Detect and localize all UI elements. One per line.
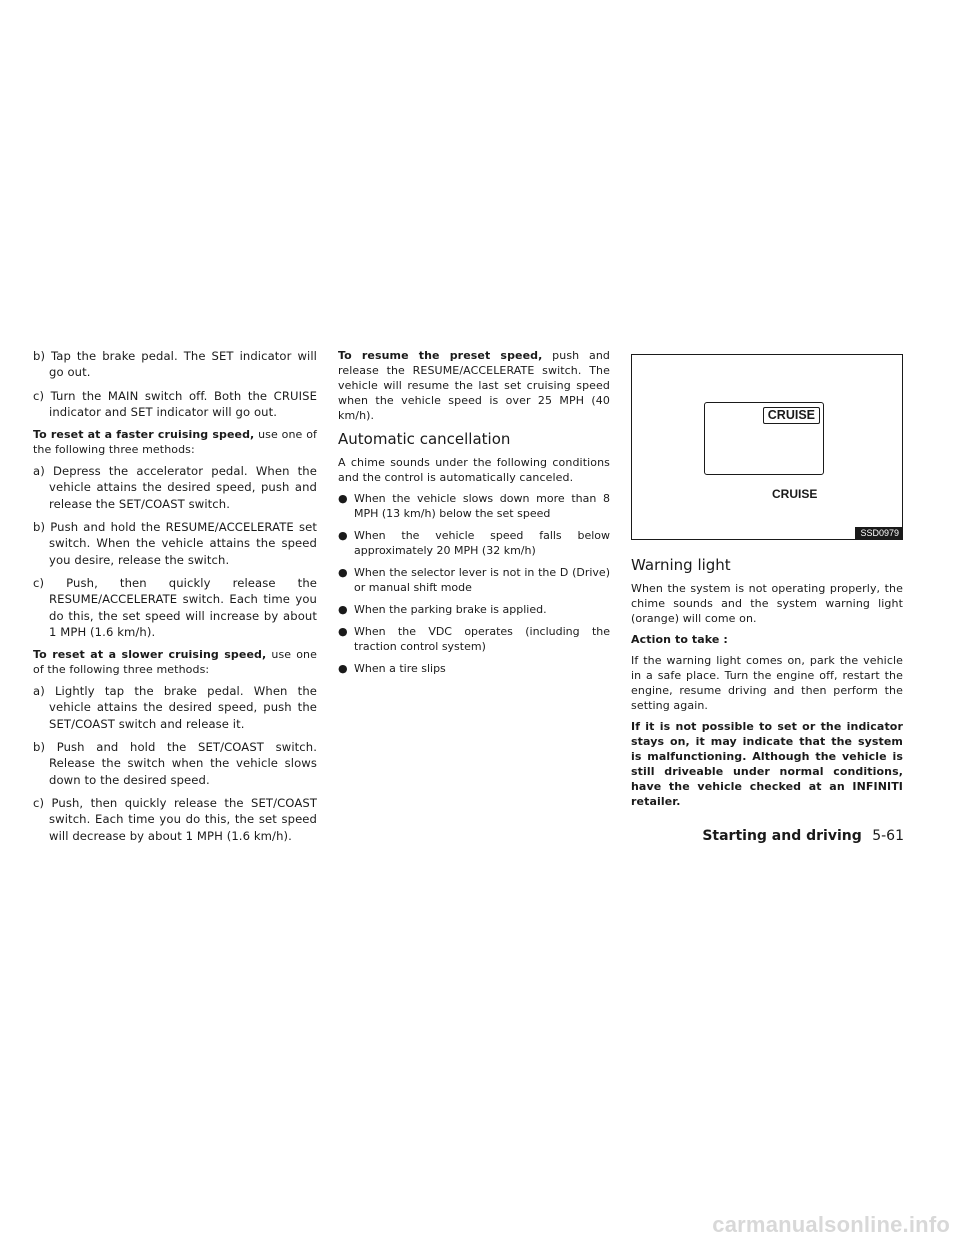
- cruise-lamp-label: CRUISE: [763, 407, 820, 424]
- column-right: [631, 348, 903, 815]
- slower-reset-lead: To reset at a slower cruising speed,: [33, 648, 267, 662]
- cancellation-intro: A chime sounds under the following conditions and the control is automatically canceled.: [338, 456, 610, 484]
- slower-step-b: b) Push and hold the SET/COAST switch. Release the switch when the vehicle slows down to the desired speed.: [33, 740, 317, 787]
- cruise-indicator-lamp: [704, 402, 824, 475]
- list-item: [338, 565, 610, 595]
- step-b-brake: b) Tap the brake pedal. The SET indicator will go out.: [33, 349, 317, 380]
- list-item-text: When the VDC operates (including the traction control system): [354, 625, 610, 653]
- bullet-icon: ●: [338, 492, 348, 505]
- slower-step-a: a) Lightly tap the brake pedal. When the vehicle attains the desired speed, push the SET/COAST switch and release it.: [33, 684, 317, 731]
- faster-step-a: a) Depress the accelerator pedal. When the vehicle attains the desired speed, push and release the SET/COAST switch.: [33, 464, 317, 511]
- resume-lead: To resume the preset speed,: [338, 349, 543, 362]
- list-item: [338, 491, 610, 521]
- resume-paragraph: [338, 348, 610, 423]
- slower-reset-intro: [33, 647, 317, 677]
- bullet-icon: ●: [338, 529, 348, 542]
- action-label: Action to take :: [631, 633, 728, 646]
- site-watermark: carmanualsonline.info: [712, 1212, 950, 1237]
- resume-rest: push and release the RESUME/ACCELERATE switch. The vehicle will resume the last set cruising speed when the vehicle speed is over 25 MPH (40 km/h).: [338, 349, 610, 422]
- automatic-cancellation-heading: Automatic cancellation: [338, 430, 511, 448]
- faster-step-c: c) Push, then quickly release the RESUME/ACCELERATE switch. Each time you do this, the set speed will increase by about 1 MPH (1.6 km/h).: [33, 575, 317, 639]
- slower-step-c: c) Push, then quickly release the SET/COAST switch. Each time you do this, the set speed will decrease by about 1 MPH (1.6 km/h).: [33, 795, 317, 843]
- list-item-text: When the parking brake is applied.: [354, 603, 547, 616]
- list-item: [338, 528, 610, 558]
- faster-reset-intro: [33, 427, 317, 457]
- footer-section-title: Starting and driving: [702, 828, 862, 844]
- bullet-icon: ●: [338, 603, 348, 616]
- column-left: [33, 348, 317, 851]
- list-item-text: When the vehicle speed falls below approximately 20 MPH (32 km/h): [354, 529, 610, 557]
- cruise-indicator-figure: [631, 354, 903, 540]
- faster-step-b: b) Push and hold the RESUME/ACCELERATE set switch. When the vehicle attains the speed you desire, release the switch.: [33, 520, 317, 567]
- slower-reset-rest: use one of the following three methods:: [33, 648, 317, 677]
- column-middle: [338, 348, 610, 683]
- warning-paragraph: When the system is not operating properly, the chime sounds and the system warning light (orange) will come on.: [631, 582, 903, 625]
- page-number: 5-61: [872, 828, 904, 844]
- list-item: [338, 661, 610, 676]
- bullet-icon: ●: [338, 625, 348, 638]
- step-c-main-switch: c) Turn the MAIN switch off. Both the CRUISE indicator and SET indicator will go out.: [33, 388, 317, 419]
- faster-reset-lead: To reset at a faster cruising speed,: [33, 428, 255, 442]
- action-paragraph: If the warning light comes on, park the vehicle in a safe place. Turn the engine off, restart the engine, resume driving and then perform the setting again.: [631, 654, 903, 712]
- list-item: [338, 624, 610, 654]
- cancellation-list: [338, 491, 610, 676]
- bullet-icon: ●: [338, 566, 348, 579]
- list-item-text: When a tire slips: [354, 662, 446, 675]
- bullet-icon: ●: [338, 662, 348, 675]
- list-item-text: When the selector lever is not in the D (Drive) or manual shift mode: [354, 566, 610, 594]
- list-item: [338, 602, 610, 617]
- page-footer: [702, 827, 904, 845]
- malfunction-paragraph: If it is not possible to set or the indicator stays on, it may indicate that the system is malfunctioning. Although the vehicle is still driveable under normal conditions, have the vehicle checked at an INFINITI retailer.: [631, 720, 903, 808]
- warning-light-heading: Warning light: [631, 556, 731, 574]
- figure-caption: CRUISE: [772, 487, 818, 501]
- figure-code: SSD0979: [855, 527, 902, 539]
- faster-reset-rest: use one of the following three methods:: [33, 428, 317, 457]
- list-item-text: When the vehicle slows down more than 8 MPH (13 km/h) below the set speed: [354, 492, 610, 520]
